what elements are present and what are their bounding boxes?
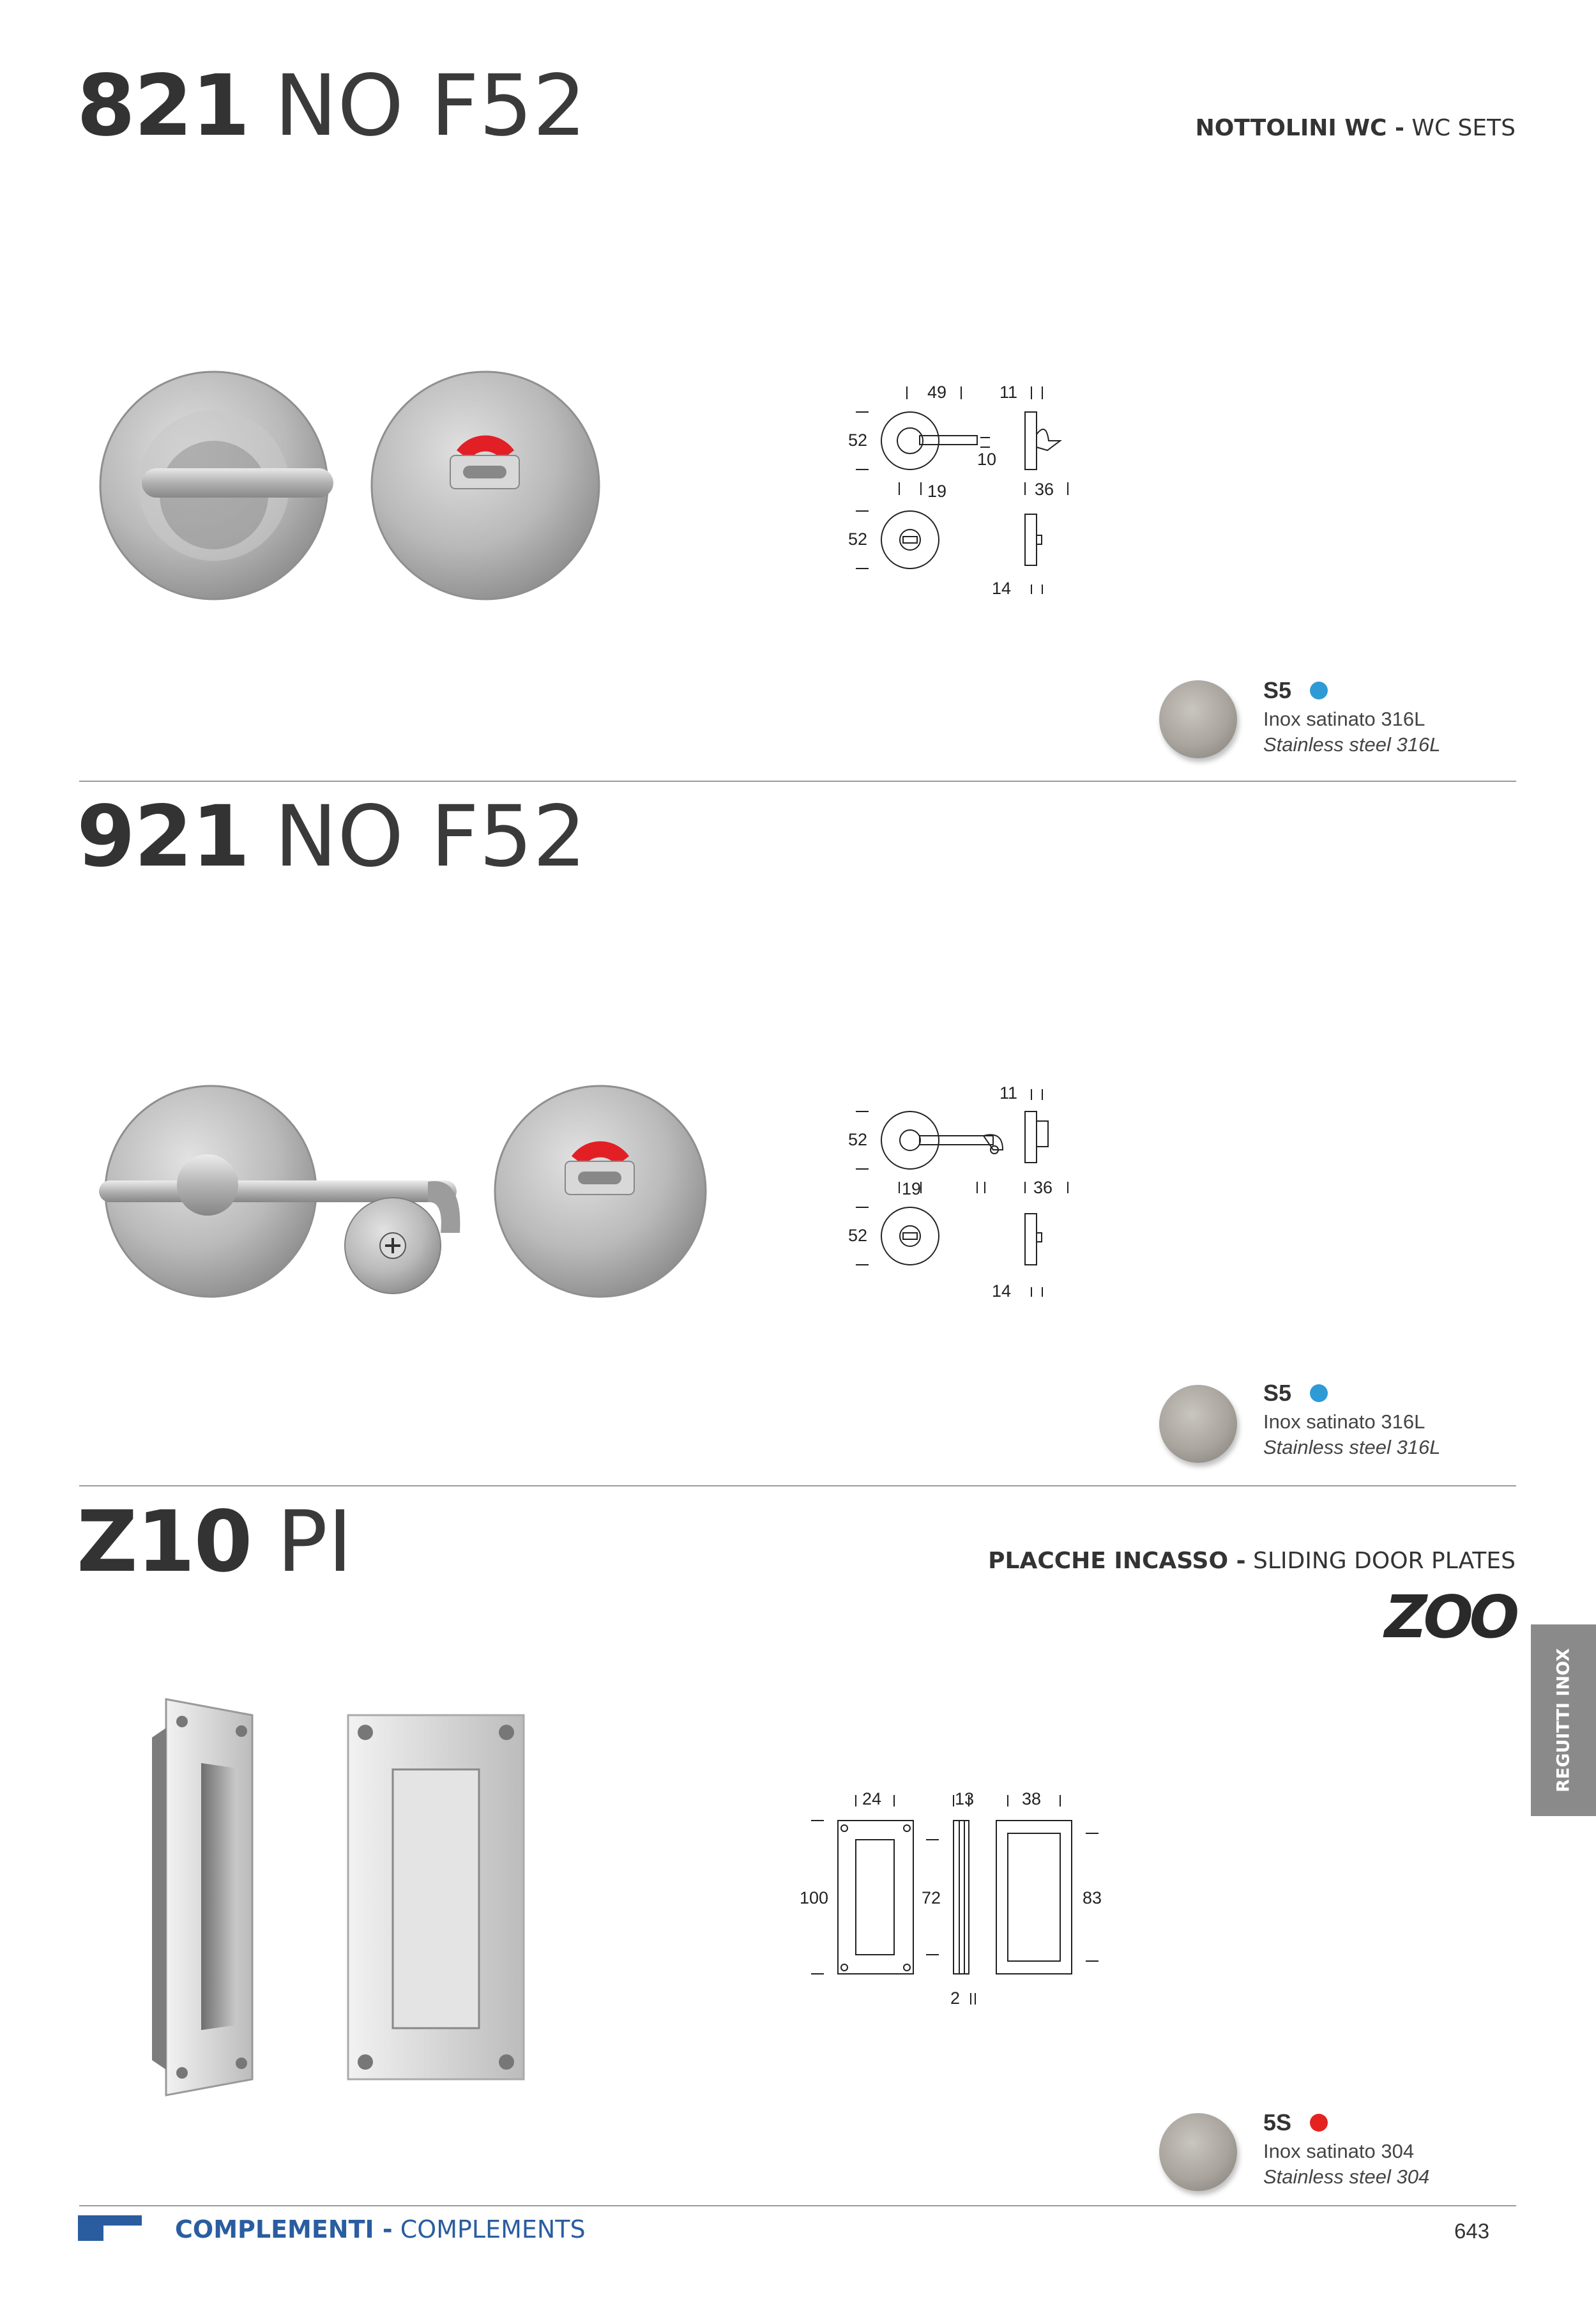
finish-info-921: [1263, 1380, 1440, 1459]
footer-label-en: COMPLEMENTS: [392, 2215, 586, 2243]
category-label-en: SLIDING DOOR PLATES: [1245, 1548, 1516, 1574]
finish-name-en: Stainless steel 304: [1263, 2165, 1430, 2188]
dimension-label: 11: [999, 1083, 1018, 1103]
dimension-label: 49: [927, 383, 947, 402]
dimension-label: 19: [927, 482, 947, 501]
finish-code: 5S: [1263, 2109, 1292, 2135]
category-wc-sets: [1196, 115, 1516, 141]
side-tab-label: REGUITTI INOX: [1553, 1648, 1574, 1792]
finish-color-dot: [1310, 682, 1328, 699]
dimension-label: 14: [992, 1281, 1012, 1301]
category-label-it: PLACCHE INCASSO -: [988, 1548, 1246, 1574]
finish-name-en: Stainless steel 316L: [1263, 1436, 1441, 1458]
product-suffix: NO F52: [274, 788, 587, 886]
divider: [79, 781, 1516, 782]
footer-divider: [79, 2205, 1516, 2206]
page-number: 643: [1454, 2219, 1490, 2243]
product-code: 821: [77, 57, 249, 155]
product-photo-821: [89, 364, 619, 620]
product-title-z10: [77, 1493, 353, 1591]
dimension-label: 38: [1022, 1789, 1042, 1808]
dimension-label: 83: [1083, 1888, 1102, 1907]
finish-code: S5: [1263, 677, 1292, 703]
finish-name-it: Inox satinato 304: [1263, 2140, 1415, 2162]
dimension-label: 36: [1033, 1178, 1053, 1197]
dimension-label: 52: [848, 1226, 868, 1245]
technical-drawing-921: [843, 1080, 1086, 1310]
product-suffix: NO F52: [274, 57, 587, 155]
finish-swatch: [1159, 1385, 1237, 1463]
technical-drawing-821: [843, 377, 1086, 607]
brand-logo: ZOO: [1384, 1583, 1516, 1651]
finish-code: S5: [1263, 1380, 1292, 1406]
dimension-label: 10: [977, 450, 997, 469]
brand-mark-icon: [78, 2215, 142, 2241]
product-photo-z10: [147, 1693, 543, 2102]
dimension-label: 72: [922, 1888, 941, 1907]
dimension-label: 52: [848, 431, 868, 450]
dimension-label: 13: [955, 1789, 975, 1808]
footer-category: [175, 2215, 586, 2243]
finish-name-en: Stainless steel 316L: [1263, 733, 1441, 756]
dimension-label: 2: [950, 1989, 961, 2008]
dimension-label: 24: [862, 1789, 882, 1808]
dimension-label: 14: [992, 579, 1012, 598]
finish-color-dot: [1310, 2114, 1328, 2132]
product-code: 921: [77, 788, 249, 886]
technical-drawing-z10: [792, 1782, 1124, 2012]
finish-name-it: Inox satinato 316L: [1263, 708, 1425, 730]
category-sliding-door-plates: [988, 1548, 1516, 1574]
category-label-it: NOTTOLINI WC -: [1195, 115, 1404, 141]
dimension-label: 52: [848, 1130, 868, 1149]
finish-name-it: Inox satinato 316L: [1263, 1410, 1425, 1433]
finish-info-z10: [1263, 2109, 1429, 2188]
dimension-label: 36: [1035, 480, 1054, 499]
side-tab: [1531, 1624, 1596, 1816]
product-photo-921: [96, 1080, 734, 1303]
dimension-label: 52: [848, 530, 868, 549]
dimension-label: 100: [800, 1888, 829, 1907]
finish-swatch: [1159, 2113, 1237, 2191]
footer-label-it: COMPLEMENTI -: [175, 2215, 393, 2243]
finish-swatch: [1159, 680, 1237, 758]
category-label-en: WC SETS: [1404, 115, 1516, 141]
product-suffix: PI: [277, 1493, 353, 1591]
dimension-label: 19: [902, 1179, 922, 1198]
finish-info-821: [1263, 677, 1440, 756]
product-title-921: [77, 788, 587, 886]
finish-color-dot: [1310, 1384, 1328, 1402]
product-title-821: [77, 57, 587, 155]
divider: [79, 1485, 1516, 1486]
dimension-label: 11: [999, 383, 1018, 402]
product-code: Z10: [77, 1493, 252, 1591]
